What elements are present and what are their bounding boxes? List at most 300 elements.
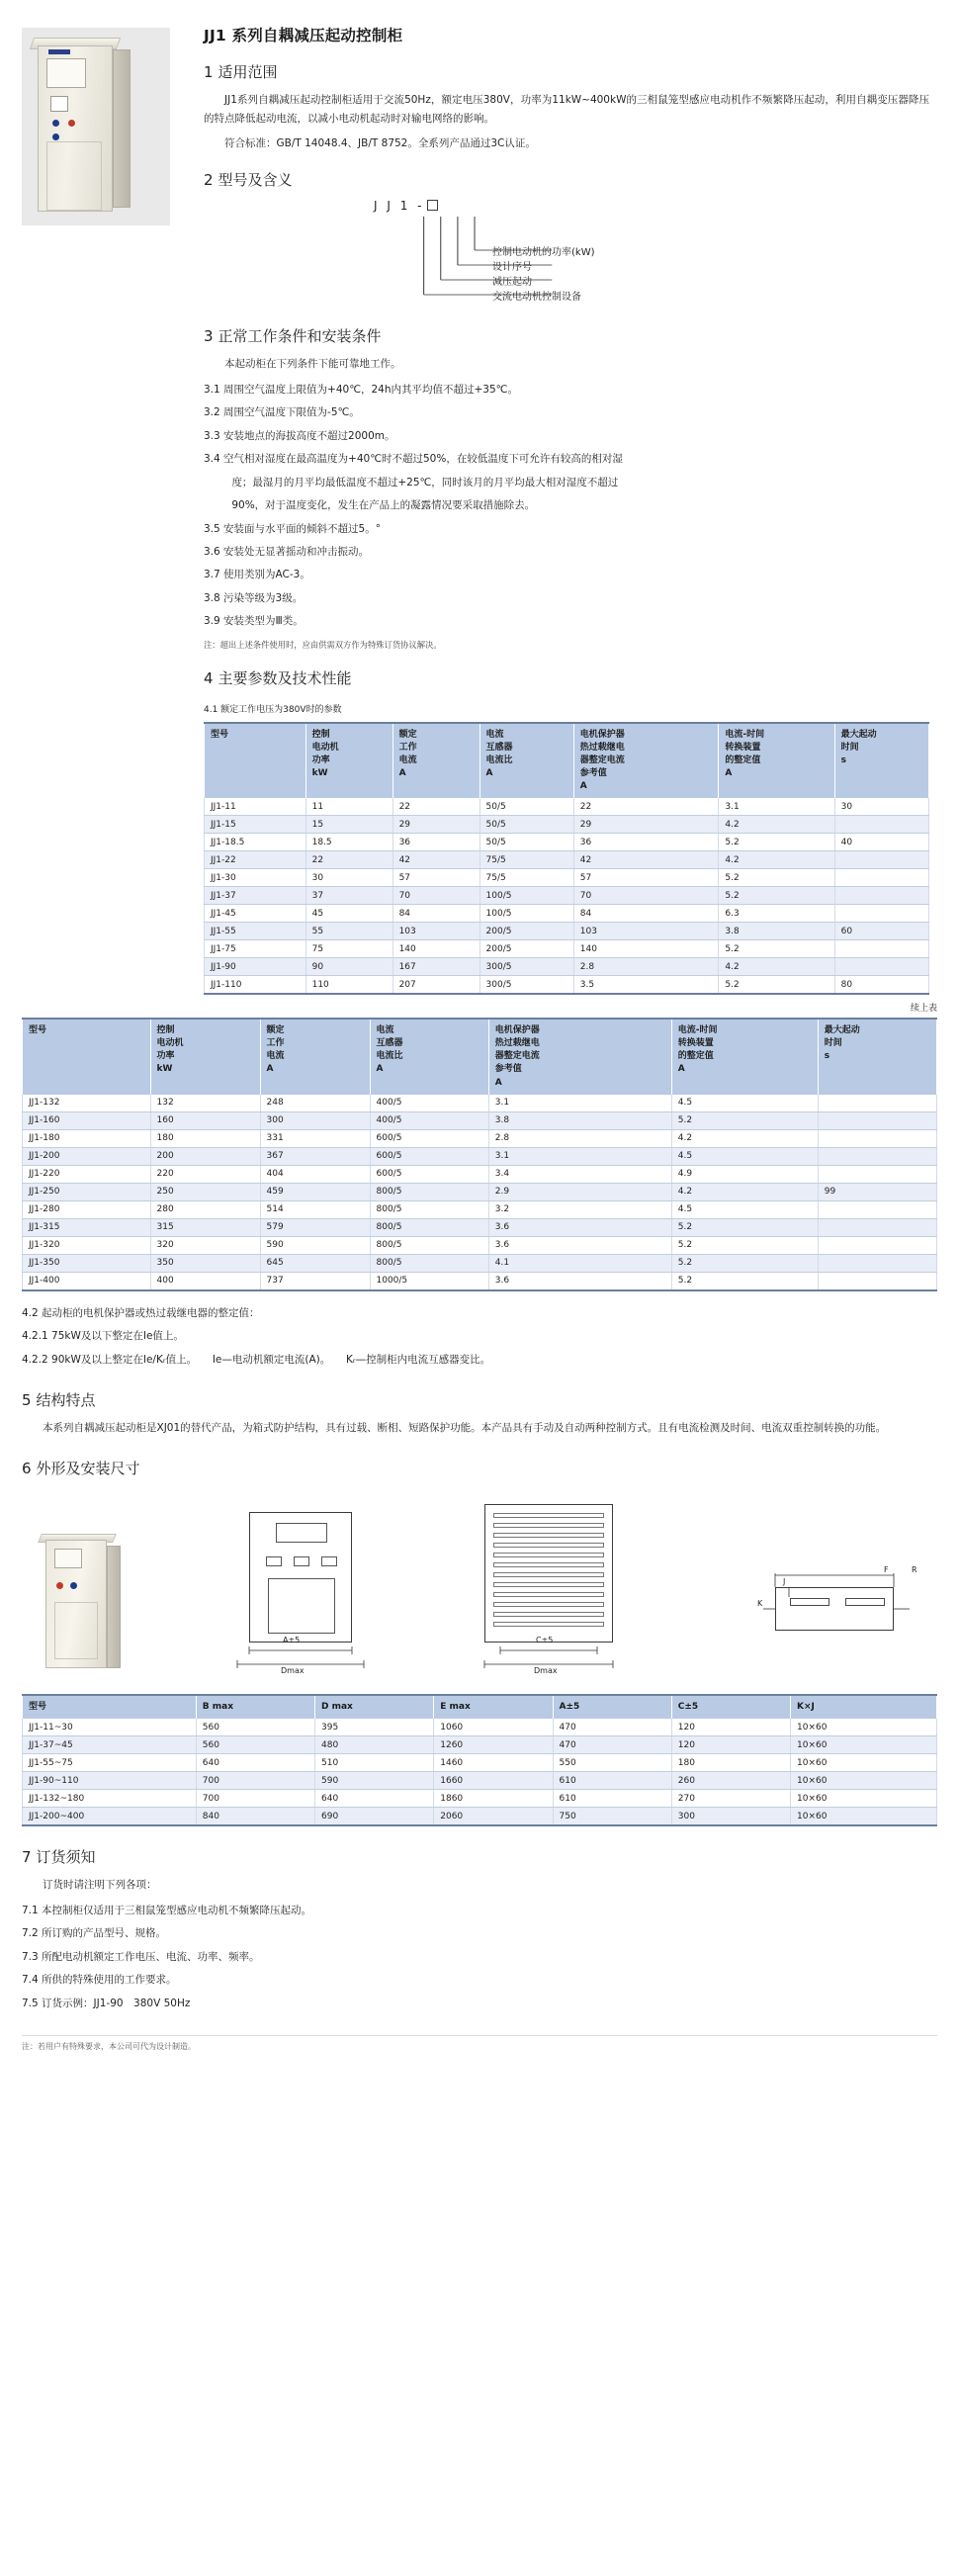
table-cell: 800/5: [370, 1218, 488, 1236]
table-cell: 10×60: [791, 1719, 937, 1736]
col-header-kj: K×J: [791, 1695, 937, 1719]
table-cell: 103: [573, 923, 719, 940]
table-cell: JJ1-90: [205, 958, 306, 976]
table-cell: 470: [553, 1736, 671, 1754]
table-cell: JJ1-110: [205, 976, 306, 995]
table-cell: 4.1: [488, 1254, 671, 1272]
table-cell: 4.2: [671, 1183, 818, 1200]
table-cell: [818, 1165, 936, 1183]
col-header-ct-ratio: 电流 互感器 电流比 A: [370, 1019, 488, 1094]
table-cell: 29: [573, 816, 719, 834]
table-row: [205, 976, 929, 995]
section-7-item-71: 7.1 本控制柜仅适用于三相鼠笼型感应电动机不频繁降压起动。: [22, 1904, 312, 1916]
table-cell: 70: [392, 887, 480, 905]
section-7-title: 订货须知: [36, 1848, 96, 1867]
table-cell: 350: [150, 1254, 260, 1272]
table-cell: 15: [305, 816, 392, 834]
table-cell: 120: [671, 1719, 790, 1736]
table-cell: 610: [553, 1772, 671, 1790]
table-cell: 315: [150, 1218, 260, 1236]
table-cell: 4.5: [671, 1200, 818, 1218]
table-cell: 11: [305, 798, 392, 816]
table-row: [205, 816, 929, 834]
col-header-c5: C±5: [671, 1695, 790, 1719]
table-cell: 590: [315, 1772, 434, 1790]
table-row: [205, 869, 929, 887]
dim-label-dmax-1: Dmax: [281, 1666, 305, 1676]
section-5-heading: [22, 1389, 937, 1410]
table-cell: 18.5: [305, 834, 392, 851]
table-row: [23, 1147, 937, 1165]
table-cell: JJ1-200~400: [23, 1808, 197, 1826]
table-cell: JJ1-280: [23, 1200, 151, 1218]
col-header-max-start-time: 最大起动 时间 s: [818, 1019, 936, 1094]
col-header-model: 型号: [205, 723, 306, 798]
table-cell: 800/5: [370, 1200, 488, 1218]
model-label-1: 设计序号: [492, 262, 532, 274]
product-photo: [22, 28, 170, 225]
table-cell: 30: [834, 798, 928, 816]
table-row: [205, 834, 929, 851]
table-cell: 160: [150, 1111, 260, 1129]
table-cell: [834, 869, 928, 887]
table-cell: JJ1-132~180: [23, 1790, 197, 1808]
drawing-side-elevation: [463, 1498, 651, 1676]
table-cell: 400: [150, 1272, 260, 1290]
table-cell: 5.2: [719, 976, 834, 995]
table-row: [23, 1254, 937, 1272]
table-cell: 3.1: [488, 1147, 671, 1165]
table-cell: 4.2: [719, 958, 834, 976]
table-cell: JJ1-11: [205, 798, 306, 816]
parameters-table-1: [204, 722, 929, 995]
col-header-max-start-time: 最大起动 时间 s: [834, 723, 928, 798]
table-cell: 5.2: [671, 1236, 818, 1254]
table-cell: 200/5: [480, 923, 573, 940]
section-6-number: 6: [22, 1460, 32, 1478]
table-cell: 75: [305, 940, 392, 958]
section-4-title: 主要参数及技术性能: [218, 669, 352, 688]
model-code-prefix: J J 1 -: [374, 199, 425, 214]
table-cell: 57: [573, 869, 719, 887]
table-cell: 300/5: [480, 976, 573, 995]
table-cell: JJ1-75: [205, 940, 306, 958]
table-cell: 331: [260, 1129, 370, 1147]
table-cell: 80: [834, 976, 928, 995]
table-cell: 480: [315, 1736, 434, 1754]
section-2-heading: [204, 169, 929, 190]
table-cell: 5.2: [671, 1218, 818, 1236]
table-cell: JJ1-250: [23, 1183, 151, 1200]
model-label-3: 交流电动机控制设备: [492, 292, 581, 304]
table-cell: 50/5: [480, 816, 573, 834]
table-cell: 1060: [434, 1719, 553, 1736]
table-row: [23, 1218, 937, 1236]
col-header-time-switch-setting: 电流-时间 转换装置 的整定值 A: [719, 723, 834, 798]
section-3-item-38: 3.8 污染等级为3级。: [204, 591, 304, 604]
table-cell: [834, 851, 928, 869]
table-header-row: [23, 1695, 937, 1719]
table-cell: 42: [392, 851, 480, 869]
table-cell: 4.2: [719, 851, 834, 869]
col-header-motor-power: 控制 电动机 功率 kW: [150, 1019, 260, 1094]
drawing-front-elevation: [229, 1506, 378, 1676]
table-cell: 3.8: [488, 1111, 671, 1129]
table-cell: 300: [671, 1808, 790, 1826]
col-header-ct-ratio: 电流 互感器 电流比 A: [480, 723, 573, 798]
table-header-row: [205, 723, 929, 798]
table-1-caption: 4.1 额定工作电压为380V时的参数: [204, 705, 342, 716]
dim-label-f: F: [884, 1565, 889, 1575]
section-2-title: 型号及含义: [218, 171, 293, 190]
table-cell: 3.1: [719, 798, 834, 816]
table-cell: 22: [392, 798, 480, 816]
section-3-title: 正常工作条件和安装条件: [218, 327, 382, 346]
table-cell: 1460: [434, 1754, 553, 1772]
table-cell: [818, 1129, 936, 1147]
col-header-dmax: D max: [315, 1695, 434, 1719]
col-header-dim-model: 型号: [23, 1695, 197, 1719]
table-cell: 4.9: [671, 1165, 818, 1183]
table-row: [23, 1772, 937, 1790]
table-cell: 132: [150, 1095, 260, 1112]
section-5-number: 5: [22, 1390, 32, 1409]
section-3-item-31: 3.1 周围空气温度上限值为+40℃，24h内其平均值不超过+35℃。: [204, 383, 518, 396]
table-cell: JJ1-320: [23, 1236, 151, 1254]
table-cell: 690: [315, 1808, 434, 1826]
table-cell: 248: [260, 1095, 370, 1112]
table-cell: 10×60: [791, 1790, 937, 1808]
table-cell: [818, 1272, 936, 1290]
table-cell: 550: [553, 1754, 671, 1772]
section-3-item-36: 3.6 安装处无显著摇动和冲击振动。: [204, 545, 370, 558]
table-cell: 60: [834, 923, 928, 940]
section-7-intro: 订货时请注明下列各项：: [43, 1879, 157, 1892]
product-photo-column: [22, 18, 180, 995]
table-cell: 700: [196, 1772, 314, 1790]
table-cell: JJ1-200: [23, 1147, 151, 1165]
table-cell: 590: [260, 1236, 370, 1254]
table-cell: 180: [671, 1754, 790, 1772]
section-6-heading: [22, 1458, 937, 1478]
table-row: [23, 1129, 937, 1147]
col-header-rated-current: 额定 工作 电流 A: [260, 1019, 370, 1094]
section-3-note: 注：超出上述条件使用时，应由供需双方作为特殊订货协议解决。: [204, 639, 442, 650]
table-cell: 10×60: [791, 1754, 937, 1772]
table-cell: 5.2: [719, 887, 834, 905]
dim-label-dmax-2: Dmax: [534, 1666, 558, 1676]
table-cell: 2.8: [488, 1129, 671, 1147]
table-cell: JJ1-220: [23, 1165, 151, 1183]
table-cell: 2.9: [488, 1183, 671, 1200]
dimensions-table: [22, 1694, 937, 1826]
table-cell: 300/5: [480, 958, 573, 976]
table-cell: 22: [305, 851, 392, 869]
table-cell: 800/5: [370, 1236, 488, 1254]
section-3-number: 3: [204, 327, 214, 346]
table-cell: 640: [196, 1754, 314, 1772]
section-2-number: 2: [204, 171, 214, 190]
table-cell: [834, 958, 928, 976]
table-cell: 600/5: [370, 1129, 488, 1147]
col-header-a5: A±5: [553, 1695, 671, 1719]
table-cell: 40: [834, 834, 928, 851]
table-cell: 140: [573, 940, 719, 958]
table-cell: 395: [315, 1719, 434, 1736]
table-cell: 645: [260, 1254, 370, 1272]
table-cell: 750: [553, 1808, 671, 1826]
document-footer-note: 注：若用户有特殊要求，本公司可代为设计制造。: [22, 2035, 937, 2052]
table-cell: 5.2: [671, 1254, 818, 1272]
table-cell: 100/5: [480, 887, 573, 905]
table-row: [205, 851, 929, 869]
table-cell: 10×60: [791, 1772, 937, 1790]
table-cell: 510: [315, 1754, 434, 1772]
table-cell: 459: [260, 1183, 370, 1200]
dimension-arrows-2: [463, 1498, 651, 1676]
table-row: [205, 958, 929, 976]
table-cell: 840: [196, 1808, 314, 1826]
parameters-table-1-head: [205, 723, 929, 798]
table-row: [23, 1790, 937, 1808]
table-row: [23, 1165, 937, 1183]
dim-label-k: K: [757, 1599, 763, 1609]
table-cell: 579: [260, 1218, 370, 1236]
table-cell: 5.2: [719, 940, 834, 958]
table-cell: [818, 1200, 936, 1218]
table-cell: 400/5: [370, 1095, 488, 1112]
table-cell: 50/5: [480, 834, 573, 851]
dimensions-table-head: [23, 1695, 937, 1719]
section-1-heading: [204, 61, 929, 82]
table-cell: JJ1-350: [23, 1254, 151, 1272]
table-cell: 110: [305, 976, 392, 995]
table-cell: 70: [573, 887, 719, 905]
table-cell: JJ1-11~30: [23, 1719, 197, 1736]
table-cell: 200: [150, 1147, 260, 1165]
note-42: 4.2 起动柜的电机保护器或热过载继电器的整定值：: [22, 1306, 260, 1319]
table-cell: 29: [392, 816, 480, 834]
section-7-number: 7: [22, 1848, 32, 1867]
table-cell: 2.8: [573, 958, 719, 976]
table-cell: 320: [150, 1236, 260, 1254]
table-cell: 3.4: [488, 1165, 671, 1183]
table-cell: 55: [305, 923, 392, 940]
intro-column: [180, 18, 937, 995]
table-cell: [818, 1218, 936, 1236]
table-cell: JJ1-90~110: [23, 1772, 197, 1790]
table-cell: [834, 887, 928, 905]
section-5-paragraph: 本系列自耦减压起动柜是XJ01的替代产品，为箱式防护结构，具有过载、断相、短路保护功能。本产品具有手动及自动两种控制方式。且有电流检测及时间、电流双重控制转换的功能。: [43, 1421, 887, 1434]
table-cell: 3.1: [488, 1095, 671, 1112]
mounting-leader-lines: [736, 1557, 933, 1676]
dim-label-j: J: [783, 1577, 786, 1587]
table-row: [23, 1754, 937, 1772]
table-row: [205, 887, 929, 905]
table-header-row: [23, 1019, 937, 1094]
dimension-drawings: [22, 1488, 937, 1680]
col-header-emax: E max: [434, 1695, 553, 1719]
table-row: [23, 1808, 937, 1826]
section-3-intro: 本起动柜在下列条件下能可靠地工作。: [224, 358, 401, 371]
note-422: 4.2.2 90kW及以上整定在Ie/Kᵣ值上。 Ie—电动机额定电流(A)。 Kᵣ—控制柜内电流互感器变比。: [22, 1353, 491, 1366]
table-cell: JJ1-37: [205, 887, 306, 905]
table-cell: 140: [392, 940, 480, 958]
col-header-time-switch-setting: 电流-时间 转换装置 的整定值 A: [671, 1019, 818, 1094]
parameters-table-1-body: [205, 798, 929, 994]
table-cell: 3.6: [488, 1236, 671, 1254]
table-row: [205, 923, 929, 940]
parameters-table-2-body: [23, 1095, 937, 1290]
table-cell: 1000/5: [370, 1272, 488, 1290]
table-cell: 4.5: [671, 1095, 818, 1112]
table-cell: 737: [260, 1272, 370, 1290]
dimensions-table-body: [23, 1719, 937, 1825]
table-cell: 90: [305, 958, 392, 976]
table-cell: JJ1-30: [205, 869, 306, 887]
table-cell: JJ1-18.5: [205, 834, 306, 851]
section-3-item-34-line2: 度；最湿月的月平均最低温度不超过+25℃，同时该月的月平均最大相对湿度不超过: [231, 476, 619, 489]
table-cell: 75/5: [480, 851, 573, 869]
table-cell: 3.6: [488, 1218, 671, 1236]
table-cell: 99: [818, 1183, 936, 1200]
table-cell: [834, 940, 928, 958]
section-5-title: 结构特点: [36, 1390, 96, 1409]
table-cell: JJ1-55: [205, 923, 306, 940]
parameters-table-2: [22, 1018, 937, 1290]
table-cell: JJ1-15: [205, 816, 306, 834]
table-cell: 4.5: [671, 1147, 818, 1165]
section-4-number: 4: [204, 669, 214, 688]
table-cell: 36: [392, 834, 480, 851]
table-cell: 560: [196, 1719, 314, 1736]
table-cell: 200/5: [480, 940, 573, 958]
table-cell: 5.2: [719, 834, 834, 851]
table-cell: [818, 1147, 936, 1165]
table-cell: 36: [573, 834, 719, 851]
col-header-protector-setting: 电机保护器 热过载继电 器整定电流 参考值 A: [573, 723, 719, 798]
table-cell: 84: [573, 905, 719, 923]
table-cell: 5.2: [719, 869, 834, 887]
table-cell: JJ1-400: [23, 1272, 151, 1290]
table-cell: 600/5: [370, 1165, 488, 1183]
section-7-item-74: 7.4 所供的特殊使用的工作要求。: [22, 1974, 177, 1987]
section-6-title: 外形及安装尺寸: [36, 1460, 140, 1478]
col-header-motor-power: 控制 电动机 功率 kW: [305, 723, 392, 798]
table-row: [23, 1736, 937, 1754]
table-cell: 1260: [434, 1736, 553, 1754]
table-cell: 75/5: [480, 869, 573, 887]
model-code-diagram: [204, 199, 929, 310]
section-3-item-34-line1: 3.4 空气相对湿度在最高温度为+40℃时不超过50%，在较低温度下可允许有较高的相对湿: [204, 453, 623, 466]
parameters-table-2-head: [23, 1019, 937, 1094]
table-cell: 610: [553, 1790, 671, 1808]
section-1-paragraph-1: JJ1系列自耦减压起动控制柜适用于交流50Hz，额定电压380V，功率为11kW~400kW的三相鼠笼型感应电动机作不频繁降压起动，利用自耦变压器降压的特点降低起动电流，以减小电动机起动时对输电网络的影响。: [204, 94, 929, 126]
table-row: [23, 1095, 937, 1112]
table-cell: 800/5: [370, 1254, 488, 1272]
drawing-cabinet-photo: [26, 1528, 144, 1676]
table-cell: 207: [392, 976, 480, 995]
table-cell: 4.2: [671, 1129, 818, 1147]
table-cell: 1660: [434, 1772, 553, 1790]
table-cell: 120: [671, 1736, 790, 1754]
col-header-bmax: B max: [196, 1695, 314, 1719]
table-cell: JJ1-160: [23, 1111, 151, 1129]
drawing-mounting-detail: [736, 1557, 933, 1676]
table-cell: 6.3: [719, 905, 834, 923]
table-cell: 220: [150, 1165, 260, 1183]
table-cell: 5.2: [671, 1111, 818, 1129]
table-cell: JJ1-37~45: [23, 1736, 197, 1754]
section-1-number: 1: [204, 63, 214, 81]
table-cell: 10×60: [791, 1736, 937, 1754]
table-cell: 280: [150, 1200, 260, 1218]
section-1-title: 适用范围: [218, 63, 278, 81]
table-cell: [834, 905, 928, 923]
table-cell: 260: [671, 1772, 790, 1790]
col-header-model: 型号: [23, 1019, 151, 1094]
dimension-arrows-1: [229, 1506, 378, 1676]
table-cell: [818, 1254, 936, 1272]
table-cell: [834, 816, 928, 834]
table-row: [23, 1236, 937, 1254]
table-cell: 640: [315, 1790, 434, 1808]
table-cell: 42: [573, 851, 719, 869]
dim-label-c5: C±5: [536, 1636, 554, 1645]
table-cell: 103: [392, 923, 480, 940]
table-2-wrapper: [0, 1018, 959, 2013]
table-cell: 1860: [434, 1790, 553, 1808]
section-3-item-32: 3.2 周围空气温度下限值为-5℃。: [204, 406, 360, 419]
table-row: [23, 1200, 937, 1218]
table-cell: 84: [392, 905, 480, 923]
table-cell: 400/5: [370, 1111, 488, 1129]
section-3-item-34-line3: 90%，对于温度变化，发生在产品上的凝露情况要采取措施除去。: [231, 499, 536, 512]
table-row: [23, 1183, 937, 1200]
table-cell: [818, 1095, 936, 1112]
table-cell: 5.2: [671, 1272, 818, 1290]
section-3-item-33: 3.3 安装地点的海拔高度不超过2000m。: [204, 429, 395, 442]
table-cell: 180: [150, 1129, 260, 1147]
table-cell: 560: [196, 1736, 314, 1754]
table-cell: 250: [150, 1183, 260, 1200]
table-cell: 37: [305, 887, 392, 905]
table-cell: [818, 1236, 936, 1254]
model-label-0: 控制电动机的功率(kW): [492, 247, 595, 259]
table-cell: 470: [553, 1719, 671, 1736]
table-cell: 270: [671, 1790, 790, 1808]
table-cell: 514: [260, 1200, 370, 1218]
table-cell: 4.2: [719, 816, 834, 834]
table-cell: JJ1-132: [23, 1095, 151, 1112]
table-cell: 50/5: [480, 798, 573, 816]
table-cell: JJ1-315: [23, 1218, 151, 1236]
section-3-item-37: 3.7 使用类别为AC-3。: [204, 569, 310, 581]
section-7-heading: [22, 1846, 937, 1867]
table-row: [23, 1111, 937, 1129]
table-cell: 300: [260, 1111, 370, 1129]
table-cell: 100/5: [480, 905, 573, 923]
page-title: JJ1 系列自耦减压起动控制柜: [204, 27, 403, 44]
section-3-item-35: 3.5 安装面与水平面的倾斜不超过5。°: [204, 522, 381, 535]
col-header-rated-current: 额定 工作 电流 A: [392, 723, 480, 798]
table-cell: JJ1-55~75: [23, 1754, 197, 1772]
table-cell: 45: [305, 905, 392, 923]
table-row: [23, 1719, 937, 1736]
table-cell: 800/5: [370, 1183, 488, 1200]
dim-label-r: R: [912, 1565, 917, 1575]
table-cell: 404: [260, 1165, 370, 1183]
